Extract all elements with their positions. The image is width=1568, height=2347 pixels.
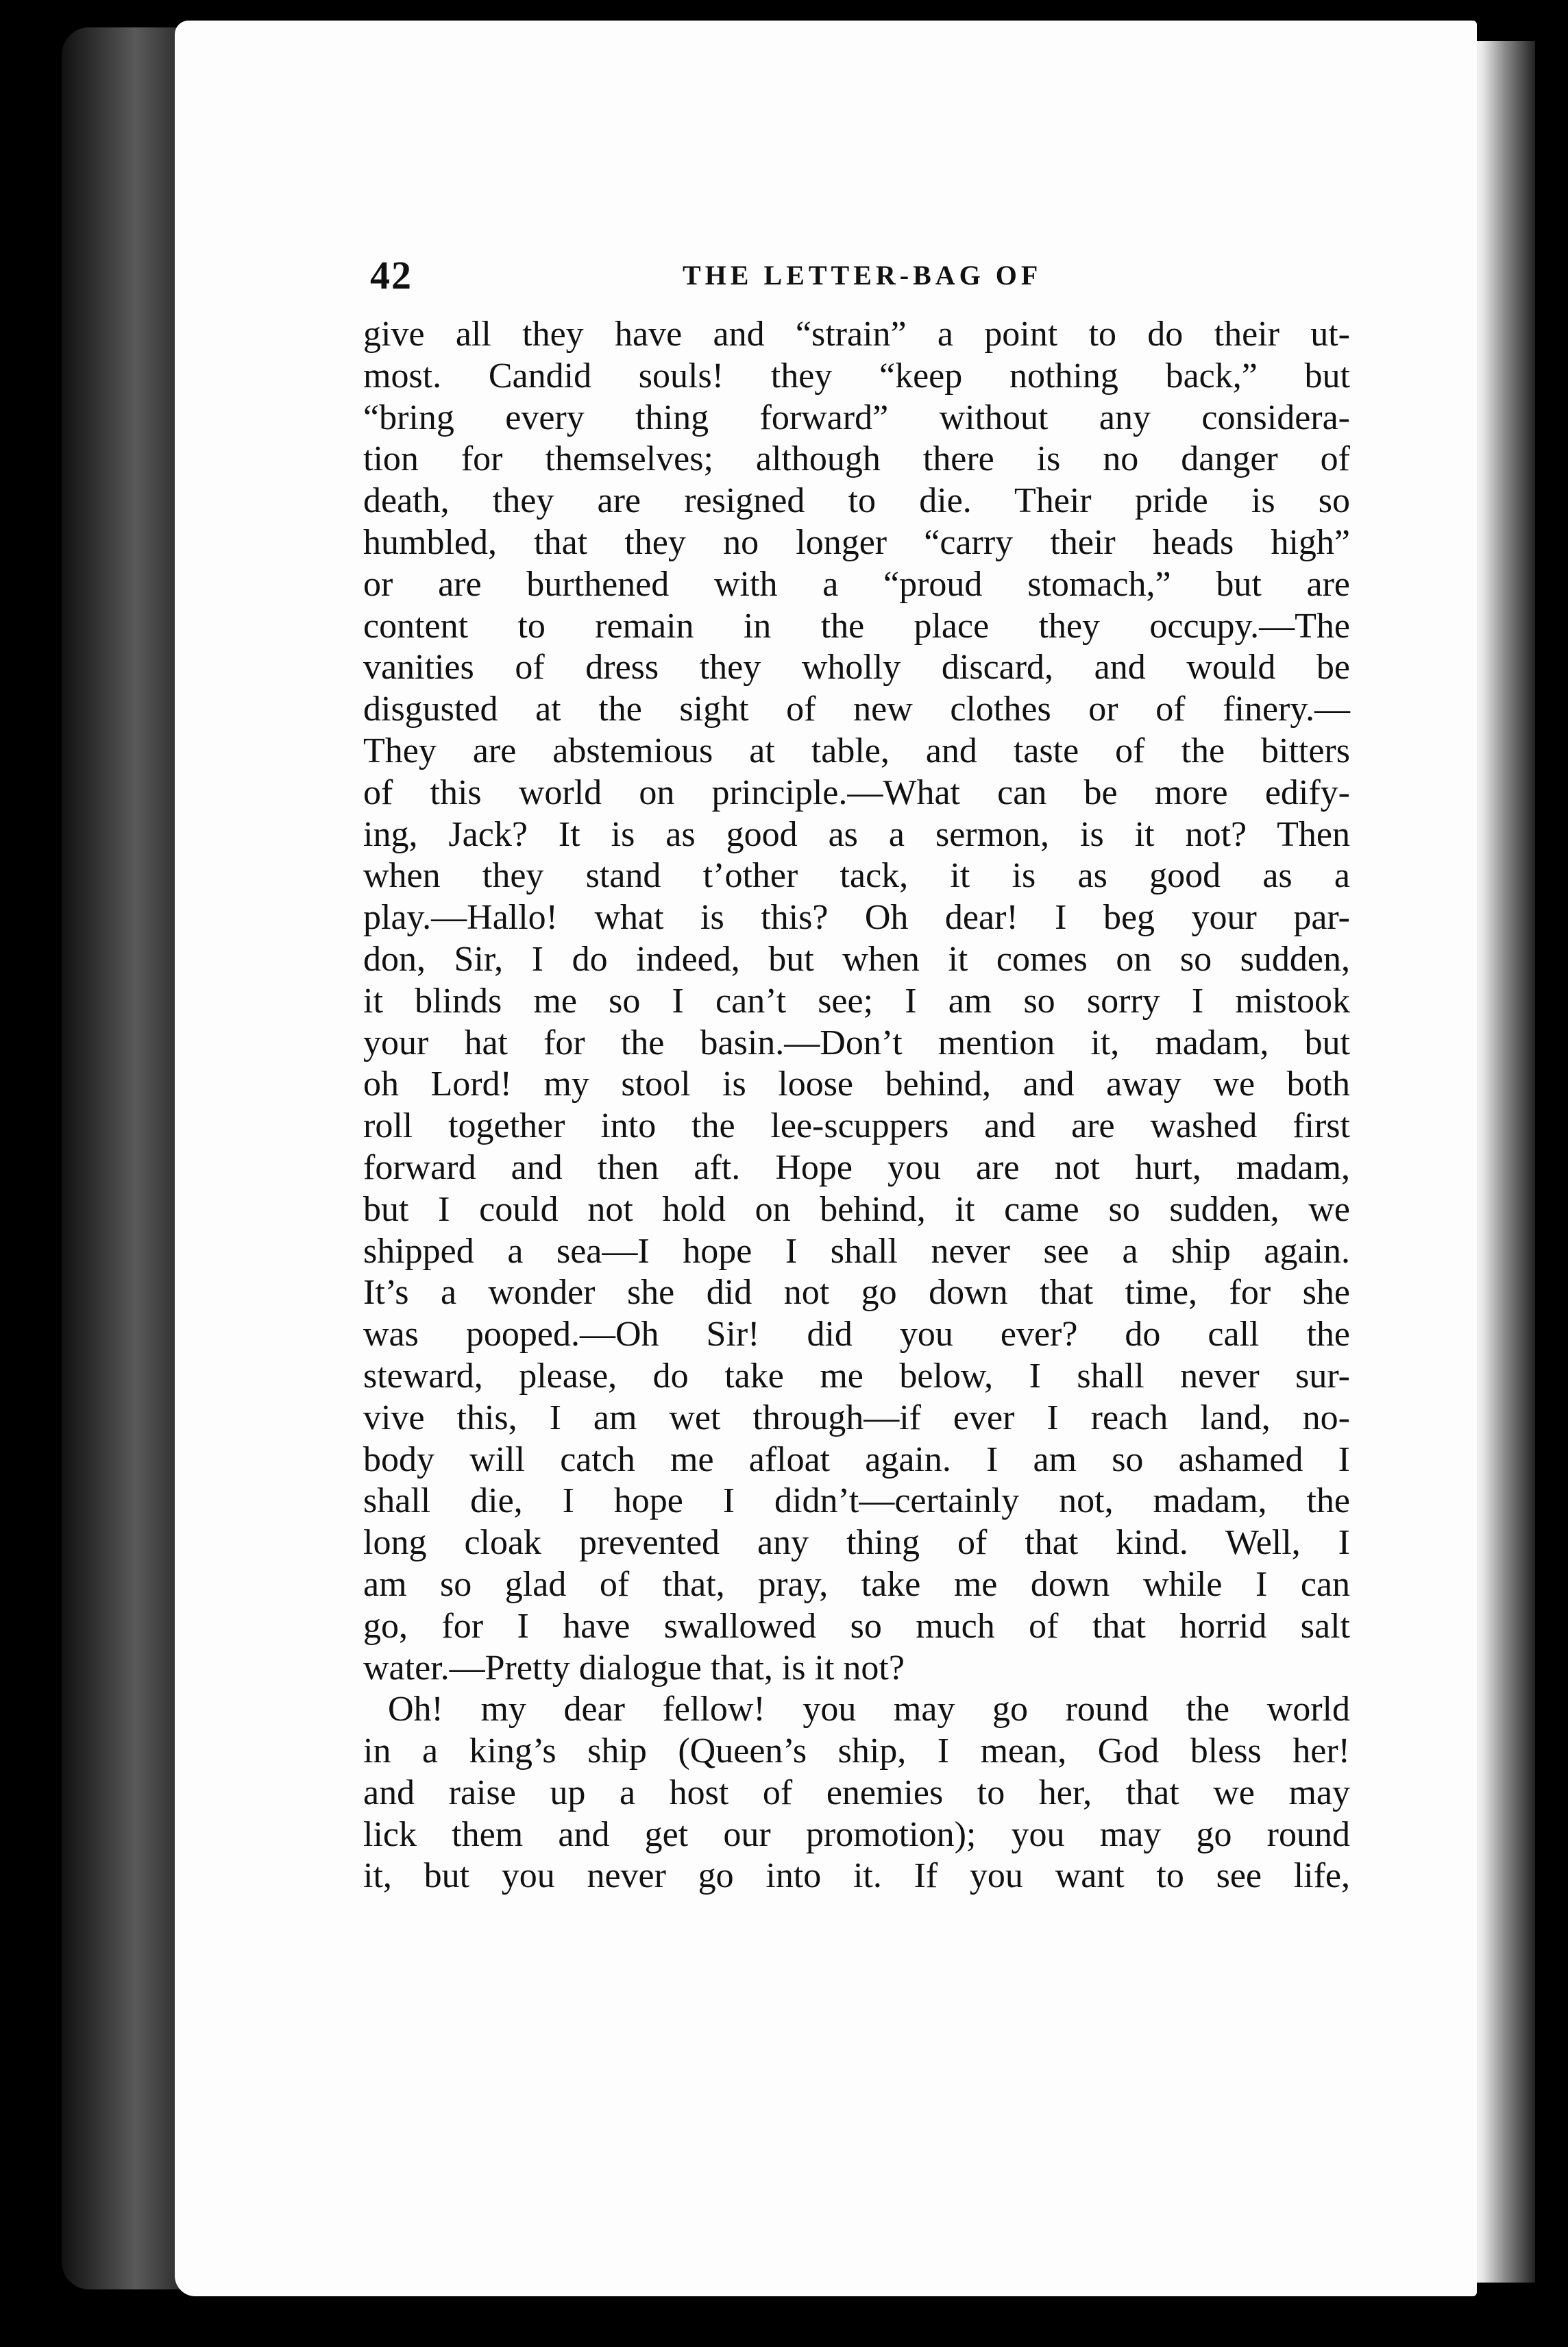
text-line: shall die, I hope I didn’t—certainly not, madam, the bbox=[363, 1481, 1350, 1521]
text-line: or are burthened with a “proud stomach,” but are bbox=[363, 564, 1350, 604]
text-line: roll together into the lee-scuppers and are washed first bbox=[363, 1106, 1350, 1146]
text-line: forward and then aft. Hope you are not hurt, madam, bbox=[363, 1147, 1350, 1187]
text-line: content to remain in the place they occupy.—The bbox=[363, 606, 1350, 646]
running-head bbox=[370, 252, 1439, 297]
text-line: steward, please, do take me below, I shall never sur- bbox=[363, 1356, 1350, 1396]
body-text bbox=[363, 314, 1350, 1897]
text-line: give all they have and “strain” a point to do their ut- bbox=[363, 315, 1350, 354]
text-line: humbled, that they no longer “carry their heads high” bbox=[363, 522, 1350, 562]
text-line: lick them and get our promotion); you may go round bbox=[363, 1814, 1350, 1854]
page-number: 42 bbox=[370, 253, 413, 297]
text-line: it blinds me so I can’t see; I am so sorry I mistook bbox=[363, 981, 1350, 1021]
running-title: THE LETTER-BAG OF bbox=[683, 260, 1042, 291]
paragraph bbox=[363, 1689, 1350, 1897]
text-line: death, they are resigned to die. Their pride is so bbox=[363, 481, 1350, 521]
text-line: and raise up a host of enemies to her, that we may bbox=[363, 1773, 1350, 1812]
text-line: don, Sir, I do indeed, but when it comes on so sudden, bbox=[363, 939, 1350, 979]
text-line: of this world on principle.—What can be more edify- bbox=[363, 773, 1350, 812]
text-line: vanities of dress they wholly discard, and would be bbox=[363, 648, 1350, 688]
text-line: in a king’s ship (Queen’s ship, I mean, God bless her! bbox=[363, 1731, 1350, 1771]
text-line: it, but you never go into it. If you want to see life, bbox=[363, 1856, 1350, 1896]
text-line: They are abstemious at table, and taste of the bitters bbox=[363, 731, 1350, 770]
left-page-edge bbox=[62, 27, 185, 2289]
text-line: go, for I have swallowed so much of that horrid salt bbox=[363, 1606, 1350, 1646]
text-line: your hat for the basin.—Don’t mention it, madam, but bbox=[363, 1023, 1350, 1062]
text-line: shipped a sea—I hope I shall never see a ship again. bbox=[363, 1231, 1350, 1271]
text-line: disgusted at the sight of new clothes or of finery.— bbox=[363, 690, 1350, 729]
text-line: ing, Jack? It is as good as a sermon, is it not? Then bbox=[363, 814, 1350, 854]
text-line: “bring every thing forward” without any considera- bbox=[363, 398, 1350, 437]
text-line: vive this, I am wet through—if ever I reach land, no- bbox=[363, 1398, 1350, 1437]
text-line: was pooped.—Oh Sir! did you ever? do call the bbox=[363, 1315, 1350, 1354]
text-line: play.—Hallo! what is this? Oh dear! I beg your par- bbox=[363, 898, 1350, 938]
text-line: tion for themselves; although there is no danger of bbox=[363, 439, 1350, 479]
paragraph bbox=[363, 314, 1350, 1689]
text-line: water.—Pretty dialogue that, is it not? bbox=[363, 1648, 905, 1688]
text-line: It’s a wonder she did not go down that time, for she bbox=[363, 1273, 1350, 1313]
text-line: body will catch me afloat again. I am so ashamed I bbox=[363, 1439, 1350, 1479]
text-line: am so glad of that, pray, take me down while I can bbox=[363, 1564, 1350, 1604]
text-line: long cloak prevented any thing of that kind. Well, I bbox=[363, 1523, 1350, 1563]
text-line: but I could not hold on behind, it came so sudden, we bbox=[363, 1189, 1350, 1229]
text-line: when they stand t’other tack, it is as good as a bbox=[363, 856, 1350, 896]
text-line: Oh! my dear fellow! you may go round the world bbox=[388, 1690, 1350, 1729]
text-line: oh Lord! my stool is loose behind, and away we both bbox=[363, 1065, 1350, 1104]
text-line: most. Candid souls! they “keep nothing back,” but bbox=[363, 356, 1350, 396]
